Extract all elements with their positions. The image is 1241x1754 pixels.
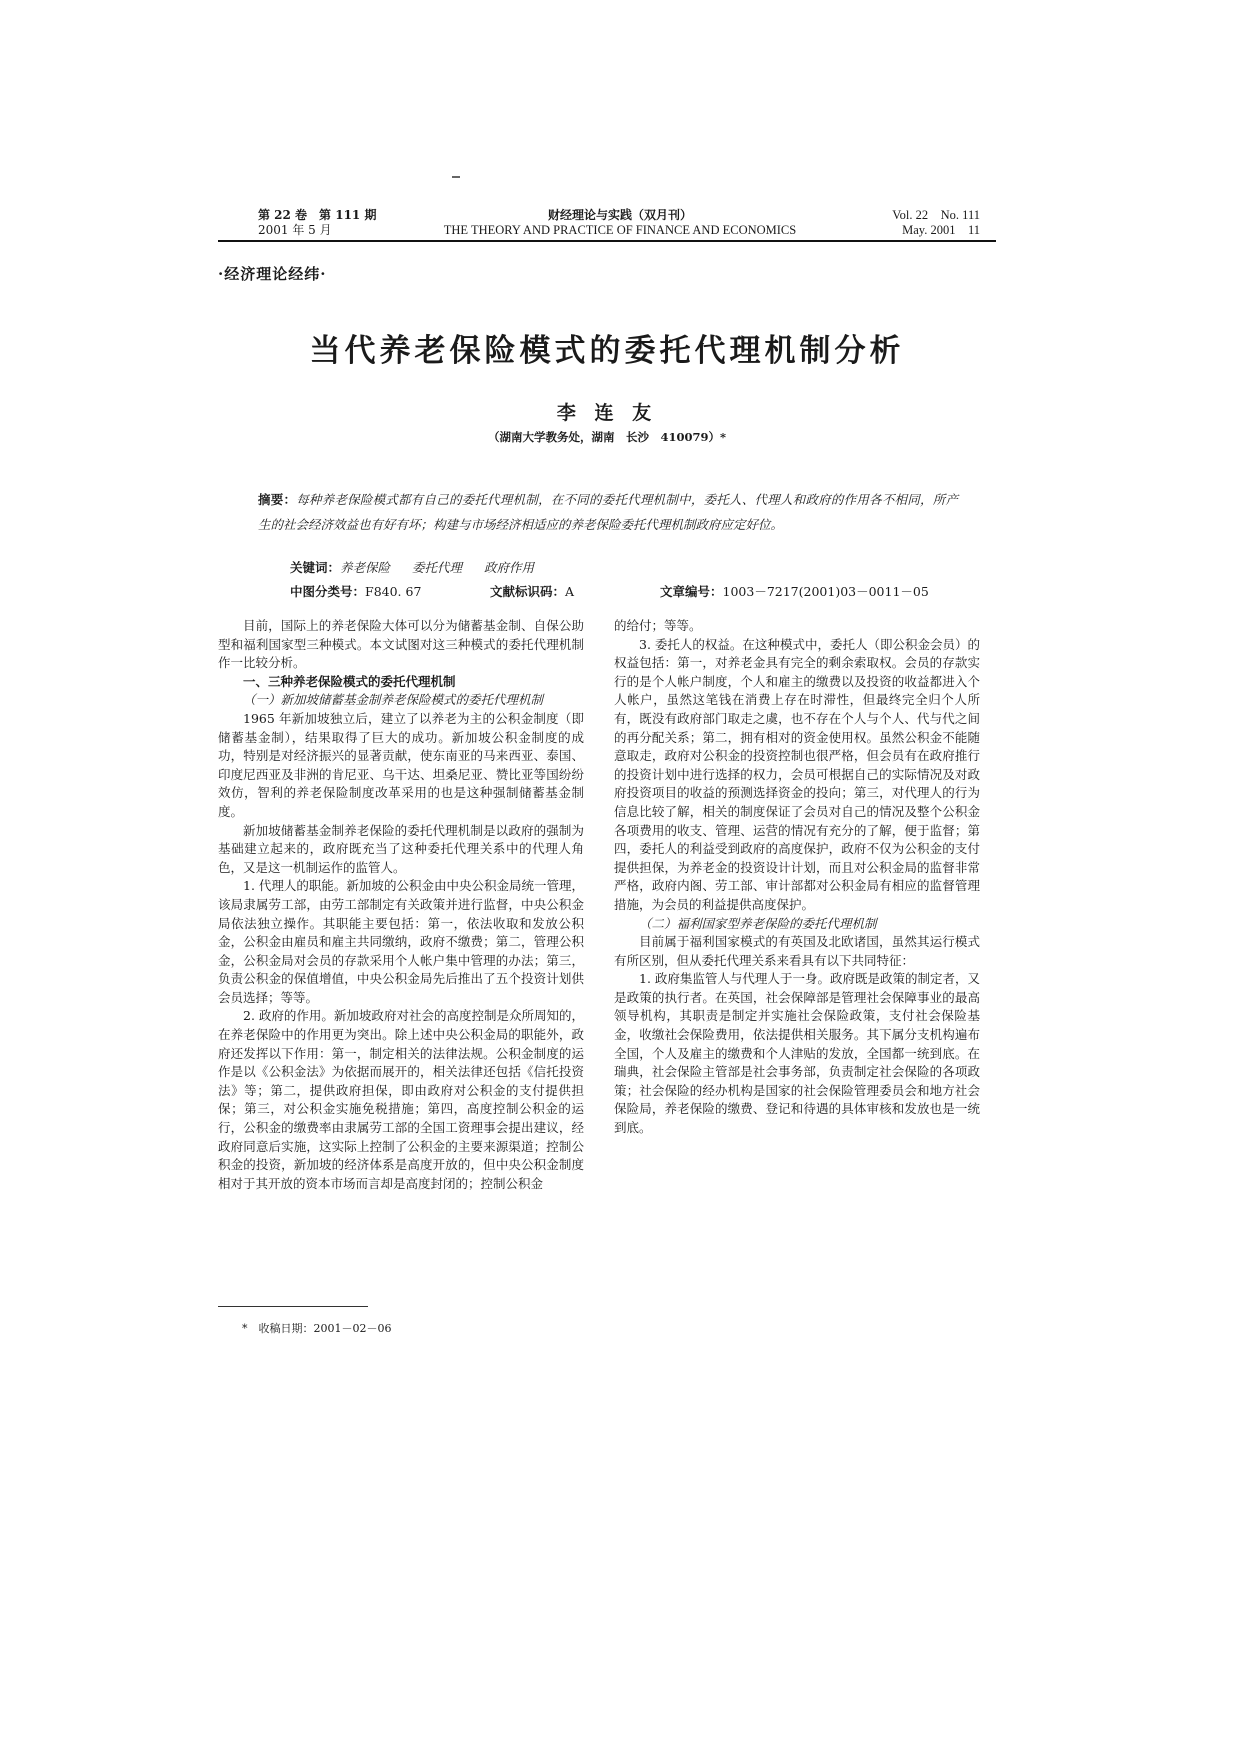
section-heading: 一、三种养老保险模式的委托代理机制 bbox=[243, 673, 456, 689]
abstract bbox=[258, 487, 958, 537]
header-date-cn: 2001 年 5 月 bbox=[258, 223, 332, 237]
header-volume-issue-en: Vol. 22 No. 111 bbox=[892, 208, 980, 222]
doc-code bbox=[490, 582, 574, 600]
paragraph: 1. 代理人的职能。新加坡的公积金由中央公积金局统一管理，该局隶属劳工部，由劳工部制定有关政策并进行监督，中央公积金局依法独立操作。其职能主要包括：第一，依法收取和发放公积金，公积金由雇员和雇主共同缴纳，政府不缴费；第二，管理公积金，公积金局对会员的存款采用个人帐户集中管理的办法；第三，负责公积金的保值增值，中央公积金局先后推出了五个投资计划供会员选择；等等。 bbox=[218, 878, 584, 1005]
header-journal-cn: 财经理论与实践（双月刊） bbox=[547, 208, 692, 222]
header-journal-en: THE THEORY AND PRACTICE OF FINANCE AND ECONOMICS bbox=[443, 223, 797, 237]
subsection-heading: （二）福利国家型养老保险的委托代理机制 bbox=[639, 915, 877, 931]
classification-label: 中图分类号： bbox=[290, 584, 366, 599]
paragraph: 目前，国际上的养老保险大体可以分为储蓄基金制、自保公助型和福利国家型三种模式。本文试图对这三种模式的委托代理机制作一比较分析。 bbox=[218, 618, 584, 671]
keywords bbox=[290, 558, 556, 576]
keyword: 养老保险 bbox=[340, 560, 391, 575]
article-title: 当代养老保险模式的委托代理机制分析 bbox=[309, 333, 905, 369]
article-number-value: 1003－7217(2001)03－0011－05 bbox=[722, 584, 929, 599]
header-volume-info bbox=[258, 208, 418, 238]
scan-speck bbox=[452, 176, 460, 178]
paragraph: 的给付；等等。 bbox=[614, 618, 702, 633]
paragraph: 2. 政府的作用。新加坡政府对社会的高度控制是众所周知的，在养老保险中的作用更为突出。除上述中央公积金局的职能外，政府还发挥以下作用：第一，制定相关的法律法规。公积金制度的运作是以《公积金法》为依据而展开的，相关法律还包括《信托投资法》等；第二，提供政府担保，即由政府对公积金的支付提供担保；第三，对公积金实施免税措施；第四，高度控制公积金的运行，公积金的缴费率由隶属劳工部的全国工资理事会提出建议，经政府同意后实施，这实际上控制了公积金的主要来源渠道；控制公积金的投资，新加坡的经济体系是高度开放的，但中央公积金制度相对于其开放的资本市场而言却是高度封闭的；控制公积金 bbox=[218, 1008, 584, 1191]
abstract-label: 摘要： bbox=[258, 492, 297, 507]
subsection-heading: （一）新加坡储蓄基金制养老保险模式的委托代理机制 bbox=[243, 692, 544, 708]
paragraph: 1965 年新加坡独立后，建立了以养老为主的公积金制度（即储蓄基金制），结果取得了巨大的成功。新加坡公积金制度的成功，特别是对经济振兴的显著贡献，使东南亚的马来西亚、泰国、印度尼西亚及非洲的肯尼亚、乌干达、坦桑尼亚、赞比亚等国纷纷效仿，智利的养老保险制度改革采用的也是这种强制储蓄基金制度。 bbox=[218, 710, 584, 819]
author-affiliation: （湖南大学教务处，湖南 长沙 410079）* bbox=[487, 430, 727, 444]
header-rule bbox=[218, 240, 996, 242]
header-volume-info-en bbox=[858, 208, 980, 238]
header-date-page: May. 2001 11 bbox=[902, 223, 980, 237]
author-name: 李 连 友 bbox=[556, 402, 658, 424]
header-volume-issue-cn: 第 22 卷 第 111 期 bbox=[258, 208, 377, 222]
keyword: 政府作用 bbox=[484, 560, 535, 575]
paragraph: 新加坡储蓄基金制养老保险的委托代理机制是以政府的强制为基础建立起来的，政府既充当了这种委托代理关系中的代理人角色，又是这一机制运作的监管人。 bbox=[218, 822, 584, 875]
doc-code-value: A bbox=[565, 584, 575, 599]
header-journal bbox=[400, 208, 840, 238]
classification-value: F840. 67 bbox=[365, 584, 422, 599]
keyword: 委托代理 bbox=[412, 560, 463, 575]
paragraph: 目前属于福利国家模式的有英国及北欧诸国，虽然其运行模式有所区别，但从委托代理关系来看具有以下共同特征： bbox=[614, 934, 980, 968]
article-number-label: 文章编号： bbox=[660, 584, 723, 599]
footnote: * 收稿日期：2001－02－06 bbox=[242, 1322, 392, 1335]
body-column-right bbox=[614, 617, 980, 1138]
doc-code-label: 文献标识码： bbox=[490, 584, 566, 599]
column-tag: ·经济理论经纬· bbox=[218, 265, 327, 283]
abstract-text: 每种养老保险模式都有自己的委托代理机制，在不同的委托代理机制中，委托人、代理人和政府的作用各不相同，所产生的社会经济效益也有好有坏；构建与市场经济相适应的养老保险委托代理机制政府应定好位。 bbox=[258, 492, 958, 532]
body-column-left bbox=[218, 617, 584, 1193]
article-number bbox=[660, 582, 929, 600]
footnote-rule bbox=[218, 1306, 368, 1307]
classification bbox=[290, 582, 421, 600]
paragraph: 1. 政府集监管人与代理人于一身。政府既是政策的制定者，又是政策的执行者。在英国，社会保障部是管理社会保障事业的最高领导机构，其职责是制定并实施社会保险政策，支付社会保险基金，收缴社会保险费用，依法提供相关服务。其下属分支机构遍布全国，个人及雇主的缴费和个人津贴的发放，全国都一统到底。在瑞典，社会保险主管部是社会事务部，负责制定社会保险的各项政策；社会保险的经办机构是国家的社会保险管理委员会和地方社会保险局，养老保险的缴费、登记和待遇的具体审核和发放也是一统到底。 bbox=[614, 971, 980, 1136]
keywords-label: 关键词： bbox=[290, 560, 341, 575]
paragraph: 3. 委托人的权益。在这种模式中，委托人（即公积金会员）的权益包括：第一，对养老金具有完全的剩余索取权。会员的存款实行的是个人帐户制度，个人和雇主的缴费以及投资的收益都进入个人帐户，虽然这笔钱在消费上存在时滞性，但最终完全归个人所有，既没有政府部门取走之虞，也不存在个人与个人、代与代之间的再分配关系；第二，拥有相对的资金使用权。虽然公积金不能随意取走，政府对公积金的投资控制也很严格，但会员有在政府推行的投资计划中进行选择的权力，会员可根据自己的实际情况及对政府投资项目的收益的预测选择资金的投向；第三，对代理人的行为信息比较了解，相关的制度保证了会员对自己的情况及整个公积金各项费用的收支、管理、运营的情况有充分的了解，便于监督；第四，委托人的利益受到政府的高度保护，政府不仅为公积金的支付提供担保，为养老金的投资设计计划，而且对公积金局的监督非常严格，政府内阁、劳工部、审计部都对公积金局有相应的监督管理措施，为会员的利益提供高度保护。 bbox=[614, 636, 980, 912]
